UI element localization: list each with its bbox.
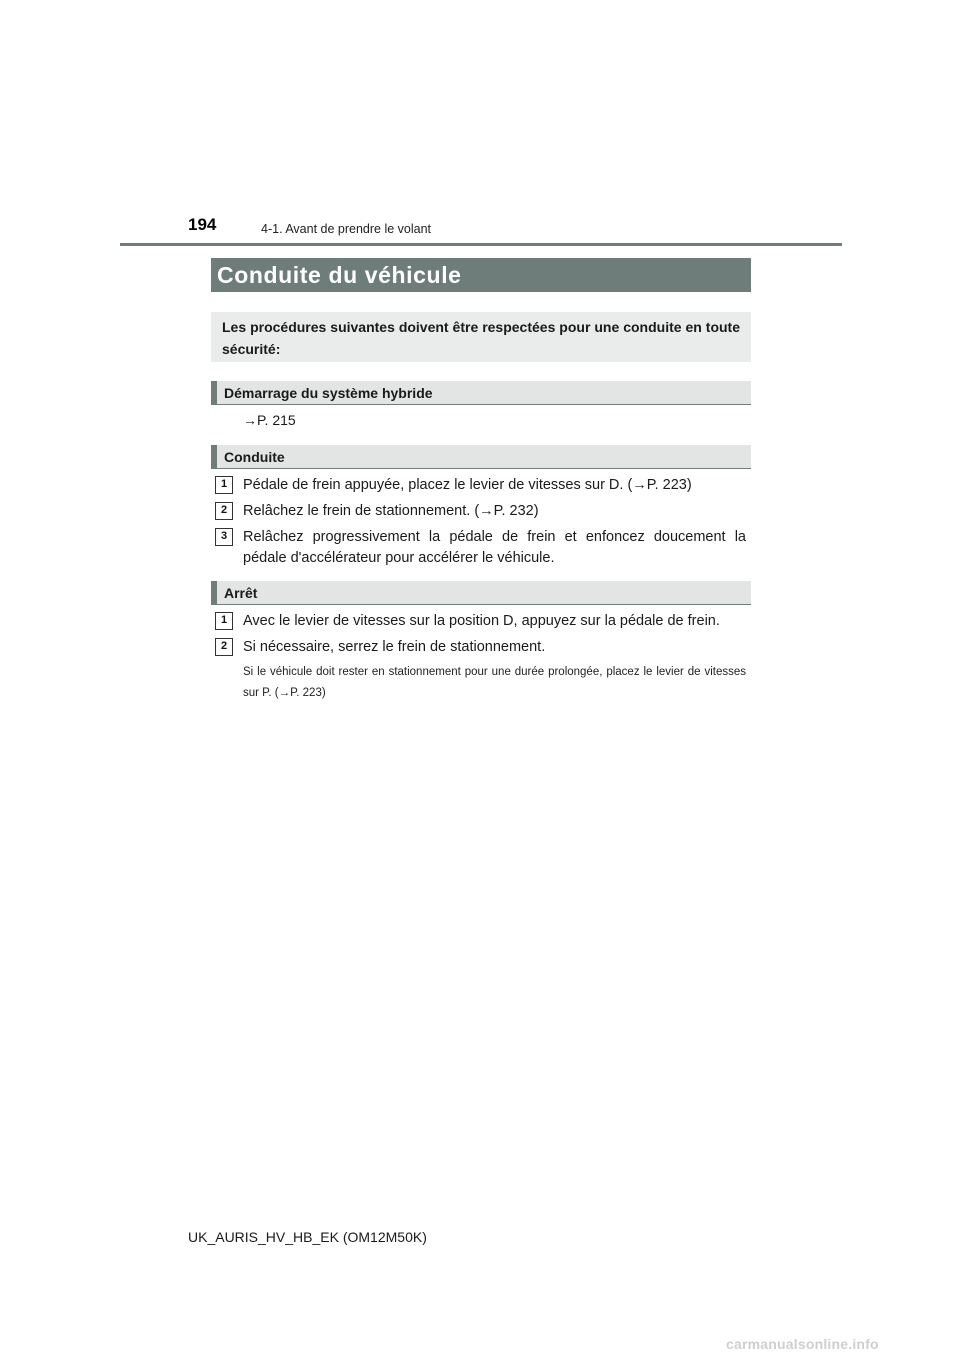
step-text: Avec le levier de vitesses sur la position D, appuyez sur la pédale de frein. <box>243 613 720 629</box>
page-title: Conduite du véhicule <box>217 261 462 288</box>
document-footer-code: UK_AURIS_HV_HB_EK (OM12M50K) <box>188 1229 427 1245</box>
step-number-badge: 2 <box>215 502 233 520</box>
subheading-driving <box>211 445 751 469</box>
intro-box: Les procédures suivantes doivent être respectées pour une conduite en toute sécurité: <box>211 312 751 362</box>
step-number-badge: 2 <box>215 638 233 656</box>
step-text: Pédale de frein appuyée, placez le levier de vitesses sur D. (→P. 223) <box>243 477 692 493</box>
subheading-accent <box>211 381 217 404</box>
watermark: carmanualsonline.info <box>726 1336 879 1352</box>
step-number-badge: 1 <box>215 476 233 494</box>
stop-note: Si le véhicule doit rester en stationnement pour une durée prolongée, placez le levier de vitesses sur P. (→P. 223) <box>243 666 746 699</box>
subheading-stop-label: Arrêt <box>224 585 258 601</box>
page-number: 194 <box>188 215 217 234</box>
subheading-stop <box>211 581 751 605</box>
start-reference-link[interactable]: →P. 215 <box>243 412 296 428</box>
subheading-start <box>211 381 751 405</box>
step-number-badge: 1 <box>215 612 233 630</box>
section-label: 4-1. Avant de prendre le volant <box>261 222 432 236</box>
subheading-accent <box>211 581 217 604</box>
header-rule <box>120 243 842 246</box>
step-text: Relâchez progressivement la pédale de frein et enfoncez doucement la pédale d'accélérateur pour accélérer le véhicule. <box>243 529 746 566</box>
step-number-badge: 3 <box>215 528 233 546</box>
step-text: Si nécessaire, serrez le frein de stationnement. <box>243 639 546 655</box>
step-text: Relâchez le frein de stationnement. (→P. 232) <box>243 503 539 519</box>
subheading-accent <box>211 445 217 468</box>
subheading-driving-label: Conduite <box>224 449 285 465</box>
subheading-start-label: Démarrage du système hybride <box>224 385 433 401</box>
page-title-bar <box>211 258 751 292</box>
